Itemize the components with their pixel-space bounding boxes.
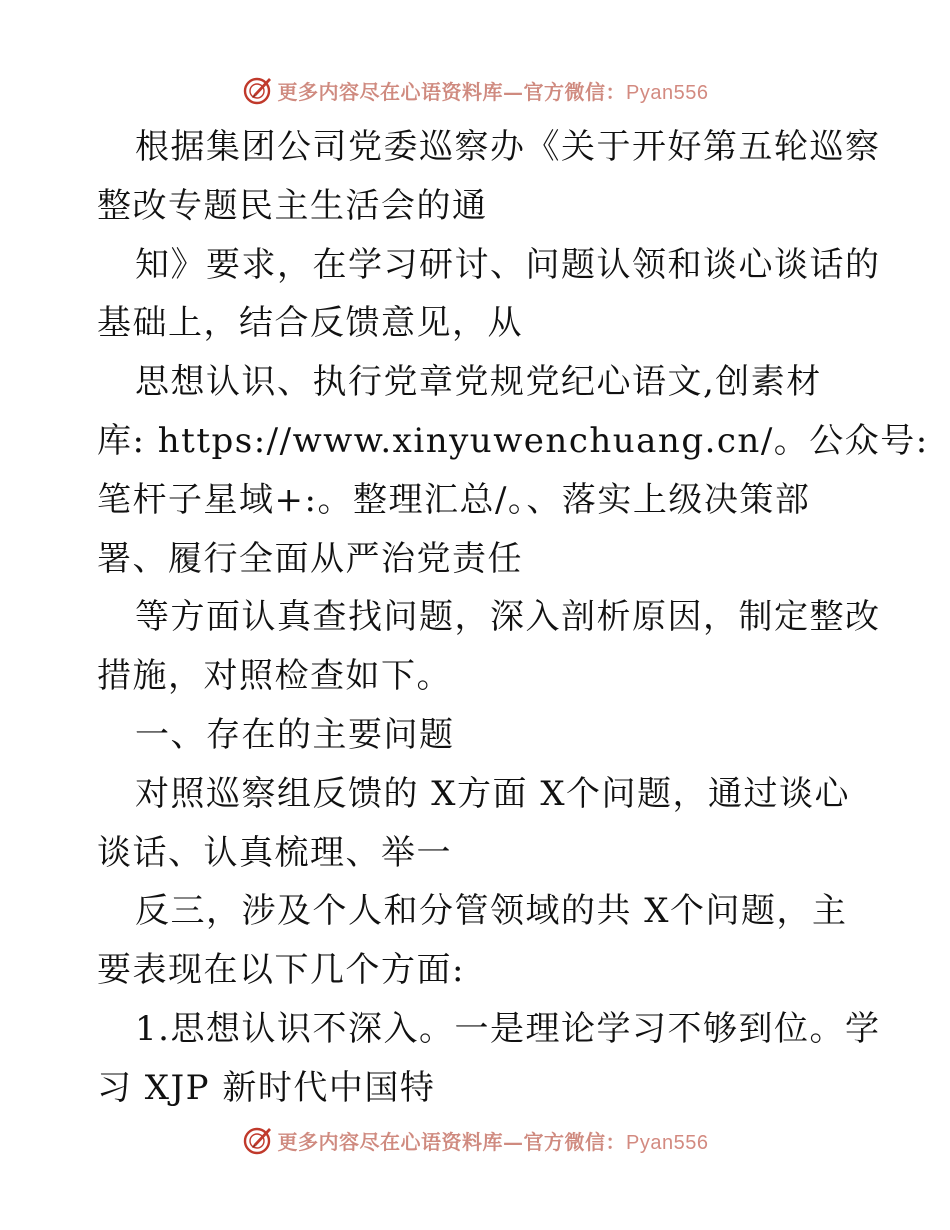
text-line: 1.思想认识不深入。一是理论学习不够到位。学: [135, 1008, 881, 1049]
text-line: 一、存在的主要问题: [135, 714, 455, 755]
text-line: 措施，对照检查如下。: [97, 656, 452, 697]
text-line: 等方面认真查找问题，深入剖析原因，制定整改: [135, 597, 881, 638]
banner-text: 更多内容尽在心语资料库—官方微信：Pyan556: [277, 79, 709, 104]
footer-banner: [0, 1120, 950, 1160]
banner-text: 更多内容尽在心语资料库—官方微信：Pyan556: [277, 1129, 709, 1154]
text-line: 库: https://www.xinyuwenchuang.cn/。公众号:: [97, 420, 929, 461]
text-line: 对照巡察组反馈的 X方面 X个问题，通过谈心: [135, 773, 851, 814]
text-line: 思想认识、执行党章党规党纪心语文,创素材: [135, 362, 822, 403]
wechat-id: Pyan556: [626, 81, 709, 104]
quill-pen-logo-icon: [242, 74, 274, 106]
text-line: 基础上，结合反馈意见，从: [97, 303, 523, 344]
header-banner: [0, 70, 950, 110]
text-line: 谈话、认真梳理、举一: [97, 832, 452, 873]
text-line: 知》要求，在学习研讨、问题认领和谈心谈话的: [135, 244, 881, 285]
text-line: 要表现在以下几个方面:: [97, 950, 465, 991]
text-line: 笔杆子星域+:。整理汇总/。、落实上级决策部: [97, 479, 811, 520]
text-line: 反三，涉及个人和分管领域的共 X个问题，主: [135, 891, 848, 932]
text-line: 整改专题民主生活会的通: [97, 185, 488, 226]
text-line: 署、履行全面从严治党责任: [97, 538, 523, 579]
text-line: 习 XJP 新时代中国特: [97, 1067, 436, 1108]
document-body: [97, 118, 929, 1118]
quill-pen-logo-icon: [242, 1124, 274, 1156]
wechat-id: Pyan556: [626, 1131, 709, 1154]
text-line: 根据集团公司党委巡察办《关于开好第五轮巡察: [135, 127, 881, 167]
